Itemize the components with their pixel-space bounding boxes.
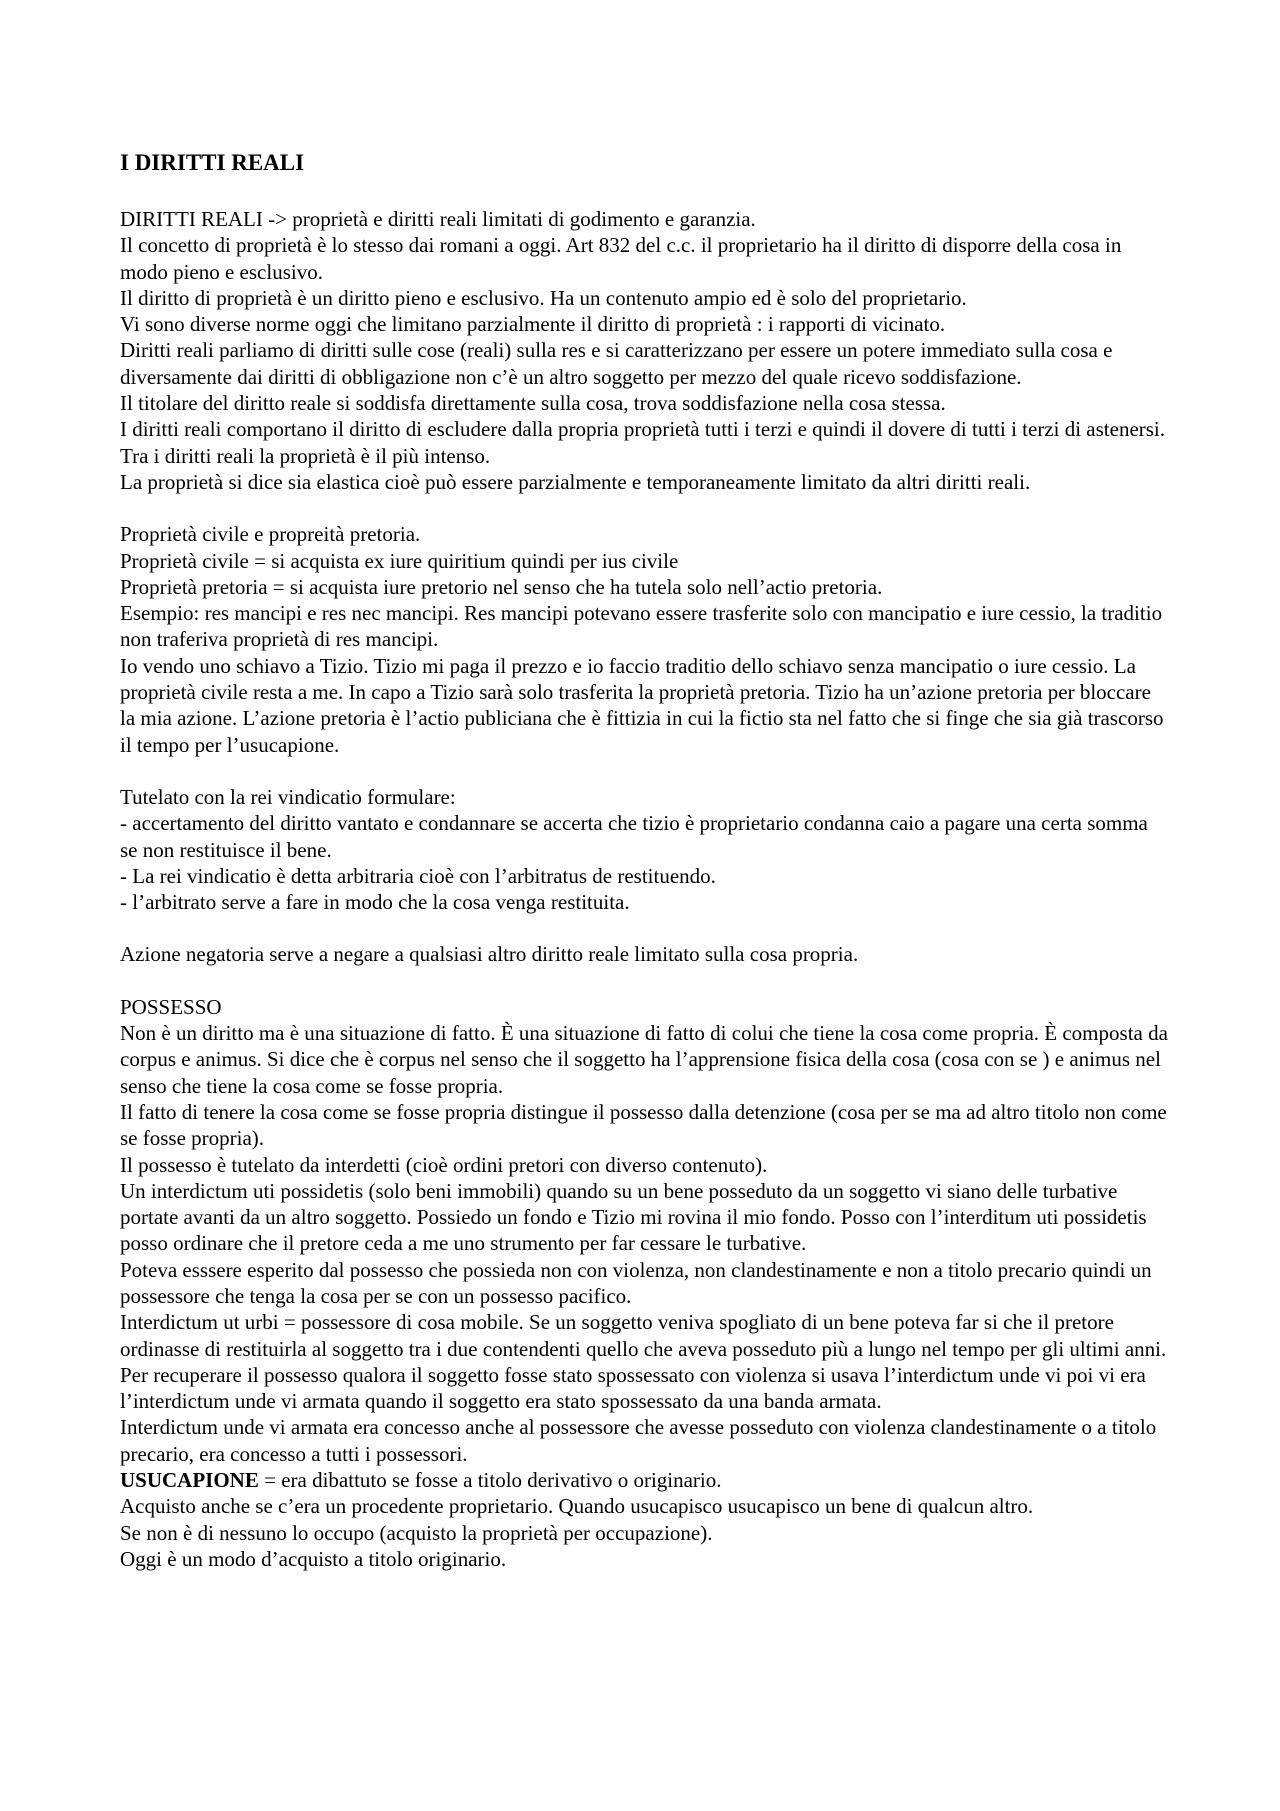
section-heading: POSSESSO xyxy=(120,994,222,1019)
paragraph: Tutelato con la rei vindicatio formulare: xyxy=(120,784,456,809)
paragraph: DIRITTI REALI -> proprietà e diritti reali limitati di godimento e garanzia. xyxy=(120,207,756,231)
paragraph: I diritti reali comportano il diritto di escludere dalla propria proprietà tutti i terzi e quindi il dovere di tutti i terzi di astenersi. xyxy=(120,417,1166,442)
list-item: - La rei vindicatio è detta arbitraria cioè con l’arbitratus de restituendo. xyxy=(120,863,716,888)
paragraph-gap xyxy=(120,915,1170,941)
paragraph: Il diritto di proprietà è un diritto pieno e esclusivo. Ha un contenuto ampio ed è solo del proprietario. xyxy=(120,285,967,310)
paragraph-gap xyxy=(120,968,1170,994)
usucapione-definition: = era dibattuto se fosse a titolo derivativo o originario. xyxy=(258,1468,722,1493)
paragraph-gap xyxy=(120,758,1170,784)
section-proprieta xyxy=(120,521,1170,758)
list-item: - l’arbitrato serve a fare in modo che la cosa venga restituita. xyxy=(120,890,630,915)
usucapione-paragraph xyxy=(120,1467,1170,1493)
paragraph: Oggi è un modo d’acquisto a titolo originario. xyxy=(120,1546,507,1571)
section-diritti-reali xyxy=(120,206,1170,495)
paragraph: Diritti reali parliamo di diritti sulle cose (reali) sulla res e si caratterizzano per essere un potere immediato sulla cosa e diversamente dai diritti di obbligazione non c’è un altro soggetto per mezzo del quale ricevo soddisfazione. xyxy=(120,338,1113,389)
paragraph: Proprietà civile e propreità pretoria. xyxy=(120,522,421,547)
paragraph: Il possesso è tutelato da interdetti (cioè ordini pretori con diverso contenuto). xyxy=(120,1152,768,1177)
paragraph: Un interdictum uti possidetis (solo beni immobili) quando su un bene posseduto da un soggetto vi siano delle turbative portate avanti da un altro soggetto. Possiedo un fondo e Tizio mi rovina il mio fondo. Posso con l’interditum uti possidetis posso ordinare che il pretore ceda a me uno strumento per far cessare le turbative. xyxy=(120,1178,1147,1256)
paragraph: Il fatto di tenere la cosa come se fosse propria distingue il possesso dalla detenzione (cosa per se ma ad altro titolo non come se fosse propria). xyxy=(120,1099,1167,1151)
paragraph: La proprietà si dice sia elastica cioè può essere parzialmente e temporaneamente limitato da altri diritti reali. xyxy=(120,469,1031,494)
paragraph: Tra i diritti reali la proprietà è il più intenso. xyxy=(120,443,491,468)
section-possesso xyxy=(120,994,1170,1573)
document-page xyxy=(120,150,1170,1572)
paragraph: Interdictum ut urbi = possessore di cosa mobile. Se un soggetto veniva spogliato di un bene poteva far si che il pretore ordinasse di restituirla al soggetto tra i due contendenti quello che aveva posseduto più a lungo nel tempo per gli ultimi anni. xyxy=(120,1310,1167,1361)
paragraph: Il concetto di proprietà è lo stesso dai romani a oggi. Art 832 del c.c. il proprietario ha il diritto di disporre della cosa in modo pieno e esclusivo. xyxy=(120,233,1122,284)
paragraph: Proprietà pretoria = si acquista iure pretorio nel senso che ha tutela solo nell’actio pretoria. xyxy=(120,574,883,599)
document-title: I DIRITTI REALI xyxy=(120,150,305,175)
paragraph: Acquisto anche se c’era un procedente proprietario. Quando usucapisco usucapisco un bene di qualcun altro. xyxy=(120,1494,1034,1519)
section-azione-negatoria xyxy=(120,941,1170,967)
paragraph: Poteva esssere esperito dal possesso che possieda non con violenza, non clandestinamente e non a titolo precario quindi un possessore che tenga la cosa per se con un possesso pacifico. xyxy=(120,1257,1152,1308)
paragraph: Per recuperare il possesso qualora il soggetto fosse stato spossessato con violenza si usava l’interdictum unde vi poi vi era l’interdictum unde vi armata quando il soggetto era stato spossessato da una banda armata. xyxy=(120,1362,1146,1414)
list-item: - accertamento del diritto vantato e condannare se accerta che tizio è proprietario condanna caio a pagare una certa somma se non restituisce il bene. xyxy=(120,811,1148,862)
paragraph: Vi sono diverse norme oggi che limitano parzialmente il diritto di proprietà : i rapporti di vicinato. xyxy=(120,312,946,337)
usucapione-term: USUCAPIONE xyxy=(120,1468,259,1493)
section-rei-vindicatio xyxy=(120,784,1170,915)
paragraph: Se non è di nessuno lo occupo (acquisto la proprietà per occupazione). xyxy=(120,1520,713,1545)
paragraph-gap xyxy=(120,495,1170,521)
paragraph: Il titolare del diritto reale si soddisfa direttamente sulla cosa, trova soddisfazione nella cosa stessa. xyxy=(120,391,946,416)
paragraph: Io vendo uno schiavo a Tizio. Tizio mi paga il prezzo e io faccio traditio dello schiavo senza mancipatio o iure cessio. La proprietà civile resta a me. In capo a Tizio sarà solo trasferita la proprietà pretoria. Tizio ha un’azione pretoria per bloccare la mia azione. L’azione pretoria è l’actio publiciana che è fittizia in cui la fictio sta nel fatto che si finge che sia già trascorso il tempo per l’usucapione. xyxy=(120,653,1164,757)
paragraph: Azione negatoria serve a negare a qualsiasi altro diritto reale limitato sulla cosa propria. xyxy=(120,942,859,967)
paragraph: Proprietà civile = si acquista ex iure quiritium quindi per ius civile xyxy=(120,548,679,573)
paragraph: Interdictum unde vi armata era concesso anche al possessore che avesse posseduto con violenza clandestinamente o a titolo precario, era concesso a tutti i possessori. xyxy=(120,1415,1157,1466)
paragraph: Non è un diritto ma è una situazione di fatto. È una situazione di fatto di colui che tiene la cosa come propria. È composta da corpus e animus. Si dice che è corpus nel senso che il soggetto ha l’apprensione fisica della cosa (cosa con se ) e animus nel senso che tiene la cosa come se fosse propria. xyxy=(120,1021,1168,1098)
paragraph: Esempio: res mancipi e res nec mancipi. Res mancipi potevano essere trasferite solo con mancipatio e iure cessio, la traditio non traferiva proprietà di res mancipi. xyxy=(120,601,1163,652)
